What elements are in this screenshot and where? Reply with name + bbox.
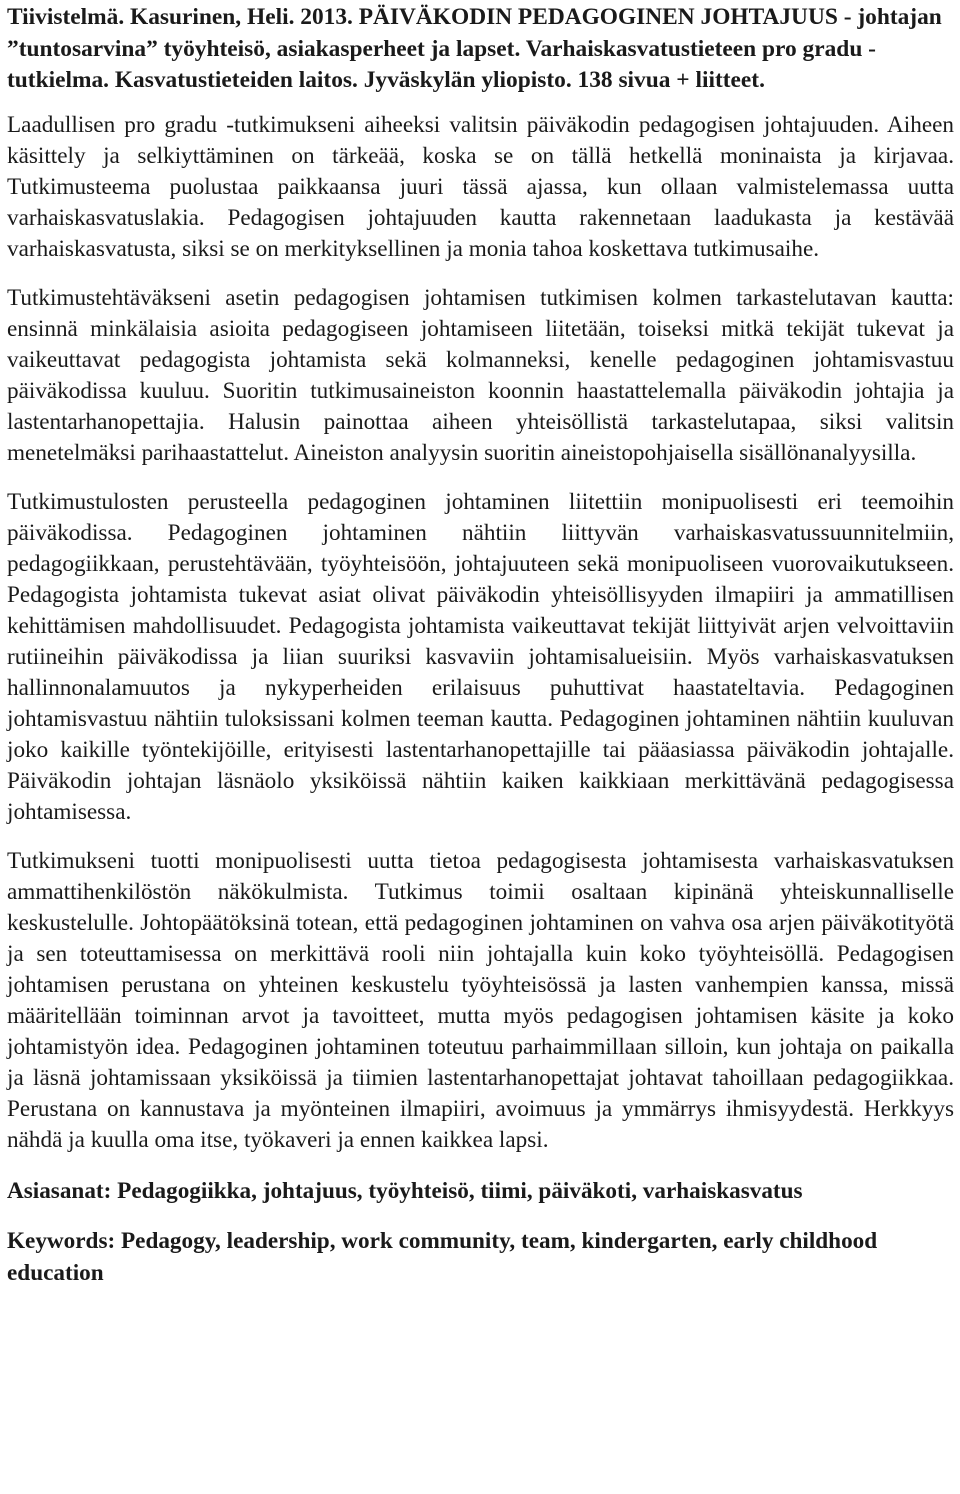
abstract-paragraph-conclusions: Tutkimukseni tuotti monipuolisesti uutta tietoa pedagogisesta johtamisesta varhaiskasvatuksen ammattihenkilöstön näkökulmista. Tutkimus toimii osaltaan kipinänä yhteiskunnalliselle keskustelulle. Johtopäätöksinä totean, että pedagoginen johtaminen on vahva osa arjen päiväkotityötä ja sen toteuttamisessa on merkittävä rooli niin johtajalla kuin koko työyhteisöllä. Pedagogisen johtamisen perustana on yhteinen keskustelu työyhteisössä ja lasten vanhempien kanssa, missä määritellään toiminnan arvot ja tavoitteet, mutta myös pedagogisen johtamisen käsite ja koko johtamistyön idea. Pedagoginen johtaminen toteutuu parhaimmillaan silloin, kun johtaja on paikalla ja läsnä johtamissaan yksiköissä ja tiimien lastentarhanopettajat johtavat tahoillaan pedagogiikkaa. Perustana on kannustava ja myönteinen ilmapiiri, avoimuus ja ymmärrys ihmisyydestä. Herkkyys nähdä ja kuulla oma itse, työkaveri ja ennen kaikkea lapsi.: [7, 847, 954, 1153]
keywords-finnish: Asiasanat: Pedagogiikka, johtajuus, työyhteisö, tiimi, päiväkoti, varhaiskasvatus: [7, 1177, 803, 1204]
keywords-english: Keywords: Pedagogy, leadership, work community, team, kindergarten, early childhood education: [7, 1227, 878, 1286]
abstract-paragraph-results: Tutkimustulosten perusteella pedagoginen johtaminen liitettiin monipuolisesti eri teemoihin päiväkodissa. Pedagoginen johtaminen nähtiin liittyvän varhaiskasvatussuunnitelmiin, pedagogiikkaan, perustehtävään, työyhteisöön, johtajuuteen sekä monipuoliseen vuorovaikutukseen. Pedagogista johtamista tukevat asiat olivat päiväkodin yhteisöllisyyden ilmapiiri ja ammatillisen kehittämisen mahdollisuudet. Pedagogista johtamista vaikeuttavat tekijät liittyivät arjen velvoittaviin rutiineihin päiväkodissa ja liian suuriksi kasvaviin johtamisalueisiin. Myös varhaiskasvatuksen hallinnonalamuutos ja nykyperheiden erilaisuus puhuttivat haastateltavia. Pedagoginen johtamisvastuu nähtiin tuloksissani kolmen teeman kautta. Pedagoginen johtaminen nähtiin kuuluvan joko kaikille työntekijöille, erityisesti lastentarhanopettajille tai pääasiassa päiväkodin johtajalle. Päiväkodin johtajan läsnäolo yksiköissä nähtiin kaiken kaikkiaan merkittävänä pedagogisessa johtamisessa.: [7, 488, 954, 825]
abstract-paragraph-method: Tutkimustehtäväkseni asetin pedagogisen johtamisen tutkimisen kolmen tarkastelutavan kautta: ensinnä minkälaisia asioita pedagogiseen johtamiseen liitetään, toiseksi mitkä tekijät tukevat ja vaikeuttavat pedagogista johtamista sekä kolmanneksi, kenelle pedagoginen johtamisvastuu päiväkodissa kuuluu. Suoritin tutkimusaineiston koonnin haastattelemalla päiväkodin johtajia ja lastentarhanopettajia. Halusin painottaa aiheen yhteisöllistä tarkastelutapaa, siksi valitsin menetelmäksi parihaastattelut. Aineiston analyysin suoritin aineistopohjaisella sisällönanalyysilla.: [7, 284, 954, 466]
thesis-citation-header: Tiivistelmä. Kasurinen, Heli. 2013. PÄIVÄKODIN PEDAGOGINEN JOHTAJUUS - johtajan ”tuntosarvina” työyhteisö, asiakasperheet ja lapset. Varhaiskasvatustieteen pro gradu -tutkielma. Kasvatustieteiden laitos. Jyväskylän yliopisto. 138 sivua + liitteet.: [7, 4, 942, 94]
abstract-paragraph-topic: Laadullisen pro gradu -tutkimukseni aiheeksi valitsin päiväkodin pedagogisen johtajuuden. Aiheen käsittely ja selkiyttäminen on tärkeää, koska se on tällä hetkellä moninaista ja kirjavaa. Tutkimusteema puolustaa paikkaansa juuri tässä ajassa, kun ollaan valmistelemassa uutta varhaiskasvatuslakia. Pedagogisen johtajuuden kautta rakennetaan laadukasta ja kestävää varhaiskasvatusta, siksi se on merkityksellinen ja monia tahoa koskettava tutkimusaihe.: [7, 111, 954, 262]
